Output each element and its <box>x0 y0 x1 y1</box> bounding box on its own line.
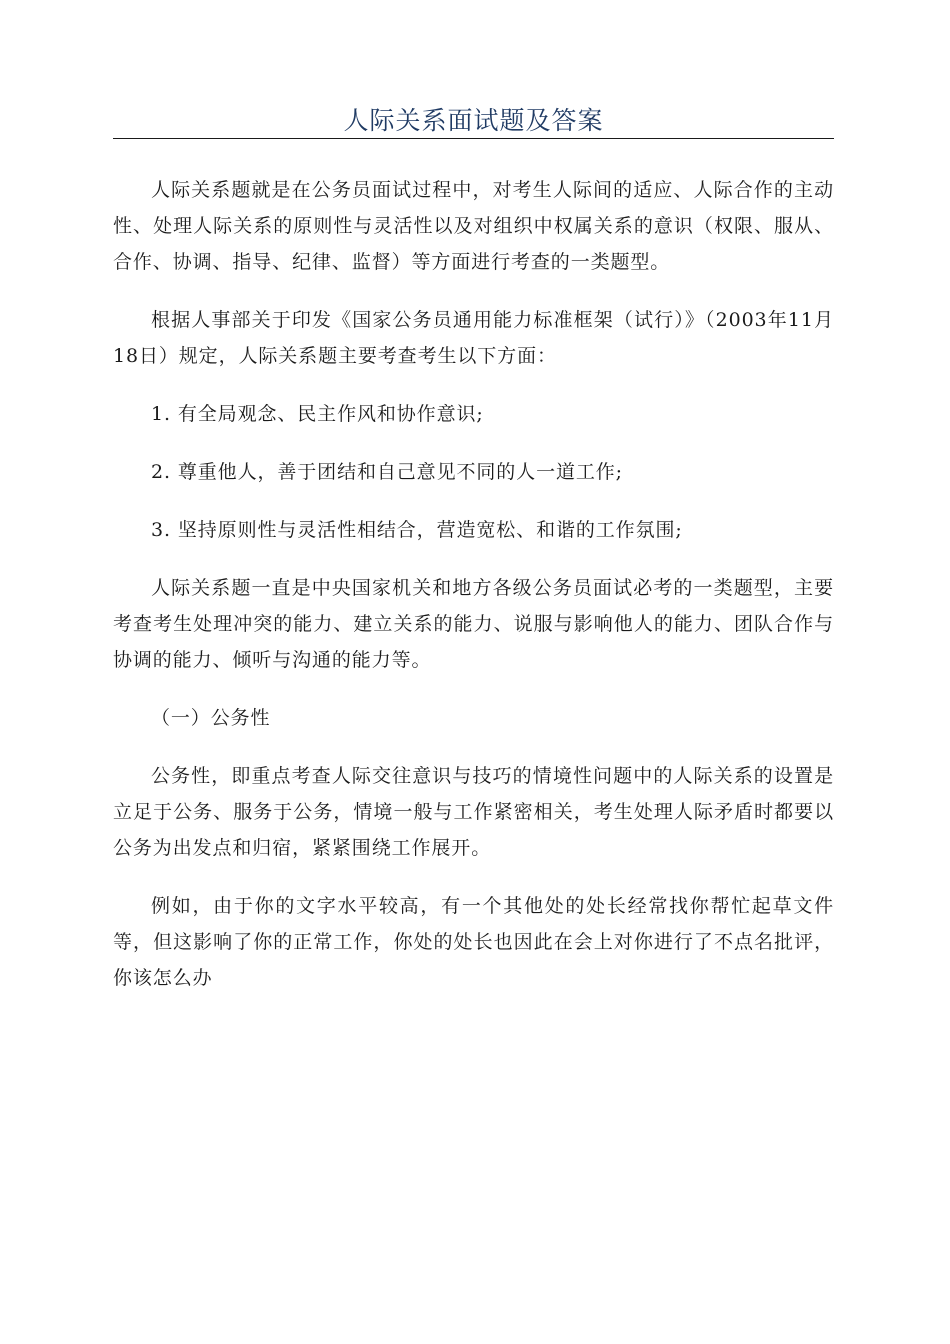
paragraph-intro: 人际关系题就是在公务员面试过程中，对考生人际间的适应、人际合作的主动性、处理人际关系的原则性与灵活性以及对组织中权属关系的意识（权限、服从、合作、协调、指导、纪律、监督）等方面进行考查的一类题型。 <box>113 179 834 273</box>
list-item-3: 3. 坚持原则性与灵活性相结合，营造宽松、和谐的工作氛围; <box>151 519 683 541</box>
list-item-2: 2. 尊重他人，善于团结和自己意见不同的人一道工作; <box>151 461 623 483</box>
paragraph-example: 例如，由于你的文字水平较高，有一个其他处的处长经常找你帮忙起草文件等，但这影响了你的正常工作，你处的处长也因此在会上对你进行了不点名批评，你该怎么办 <box>113 895 834 989</box>
document-body <box>113 172 834 1018</box>
paragraph-official-nature: 公务性，即重点考查人际交往意识与技巧的情境性问题中的人际关系的设置是立足于公务、服务于公务，情境一般与工作紧密相关，考生处理人际矛盾时都要以公务为出发点和归宿，紧紧围绕工作展开。 <box>113 765 834 859</box>
list-item-1: 1. 有全局观念、民主作风和协作意识; <box>151 403 484 425</box>
title-block <box>113 104 834 139</box>
paragraph-importance: 人际关系题一直是中央国家机关和地方各级公务员面试必考的一类题型，主要考查考生处理冲突的能力、建立关系的能力、说服与影响他人的能力、团队合作与协调的能力、倾听与沟通的能力等。 <box>113 577 834 671</box>
page-title: 人际关系面试题及答案 <box>343 106 604 135</box>
section-heading: （一）公务性 <box>151 707 271 729</box>
paragraph-standard: 根据人事部关于印发《国家公务员通用能力标准框架（试行）》（2003年11月18日）规定，人际关系题主要考查考生以下方面： <box>113 309 834 367</box>
